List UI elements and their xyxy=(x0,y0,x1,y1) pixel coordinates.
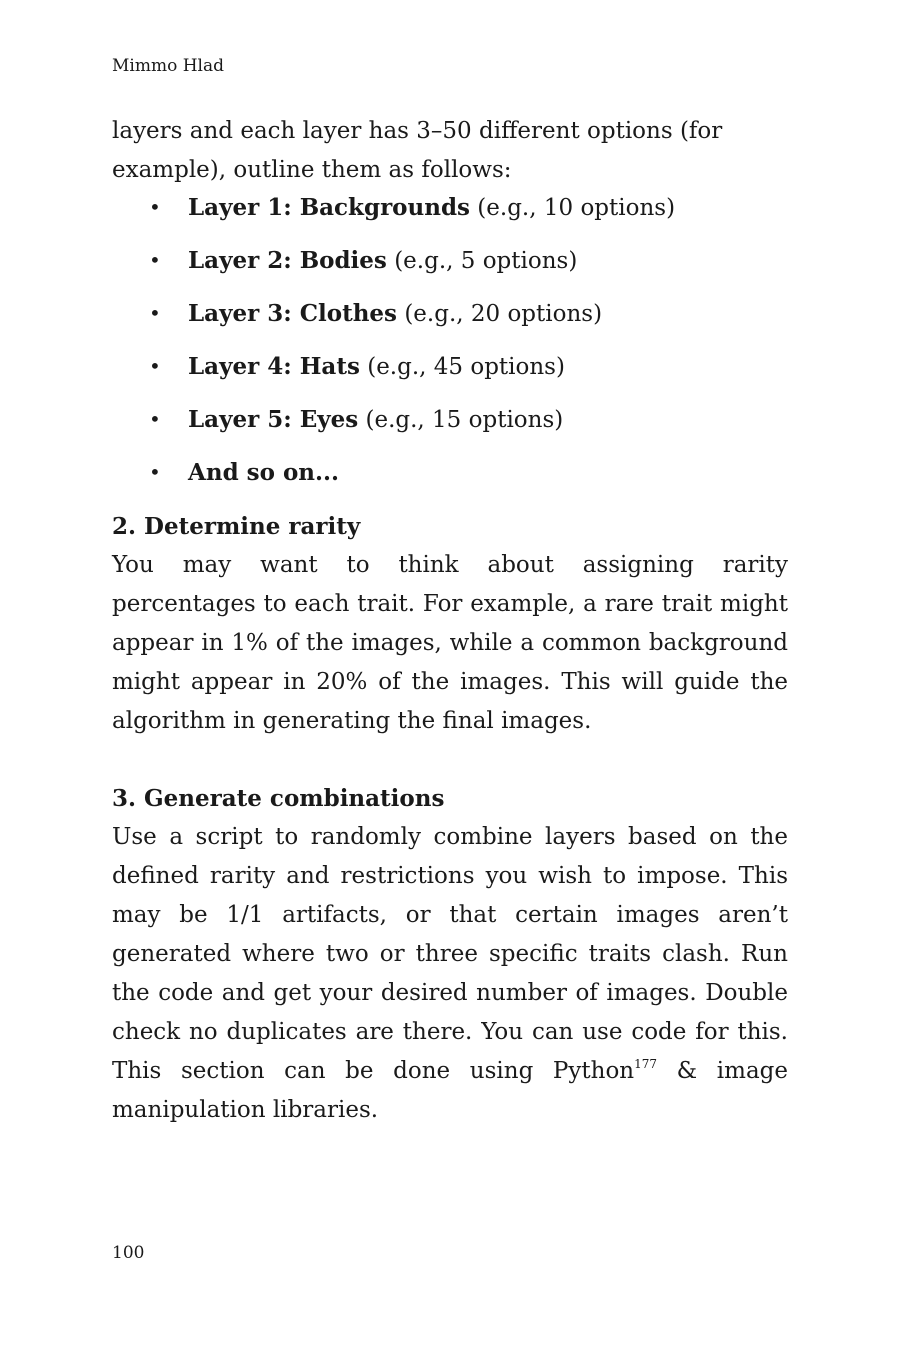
paragraph-text: Use a script to randomly combine layers based on the defined rarity and restrictions you wish to impose. This may be 1/1 artifacts, or that certain images aren’t generated where two or three specific traits clash. Run the code and get your desired number of images. Double check no duplicates are there. You can use code for this. This section can be done using Python xyxy=(112,824,788,1084)
bullet-icon: • xyxy=(149,354,161,378)
list-item-detail: (e.g., 20 options) xyxy=(397,301,603,327)
list-item-label: Layer 3: Clothes xyxy=(188,300,398,327)
bullet-icon: • xyxy=(149,407,161,431)
list-item xyxy=(112,347,788,400)
list-item-label: Layer 2: Bodies xyxy=(188,247,387,274)
list-item-detail: (e.g., 10 options) xyxy=(470,195,676,221)
page-number: 100 xyxy=(112,1243,145,1263)
list-item-label: Layer 5: Eyes xyxy=(188,406,359,433)
bullet-icon: • xyxy=(149,301,161,325)
footnote-reference[interactable]: 177 xyxy=(634,1057,658,1071)
list-item xyxy=(112,241,788,294)
list-item-detail: (e.g., 45 options) xyxy=(359,354,565,380)
list-item xyxy=(112,294,788,347)
list-item-detail: (e.g., 15 options) xyxy=(358,407,564,433)
combinations-paragraph xyxy=(112,818,788,1130)
list-item-detail: (e.g., 5 options) xyxy=(386,248,578,274)
running-head: Mimmo Hlad xyxy=(112,56,225,76)
paragraph-text-end: & image manipulation libraries. xyxy=(112,1058,788,1123)
rarity-paragraph: You may want to think about assigning rarity percentages to each trait. For example, a rare trait might appear in 1% of the images, while a common background might appear in 20% of the images. This will guide the algorithm in generating the final images. xyxy=(112,552,788,734)
section-heading-combinations: 3. Generate combinations xyxy=(112,785,445,812)
bullet-icon: • xyxy=(149,195,161,219)
bullet-icon: • xyxy=(149,248,161,272)
list-item-label: Layer 1: Backgrounds xyxy=(188,194,470,221)
layer-list xyxy=(112,188,788,506)
list-item xyxy=(112,188,788,241)
list-item-label: And so on... xyxy=(188,459,340,486)
section-heading-rarity: 2. Determine rarity xyxy=(112,513,361,540)
list-item xyxy=(112,400,788,453)
bullet-icon: • xyxy=(149,460,161,484)
list-item-label: Layer 4: Hats xyxy=(188,353,360,380)
list-item xyxy=(112,453,788,506)
intro-paragraph: layers and each layer has 3–50 different options (for example), outline them as follows: xyxy=(112,118,723,183)
